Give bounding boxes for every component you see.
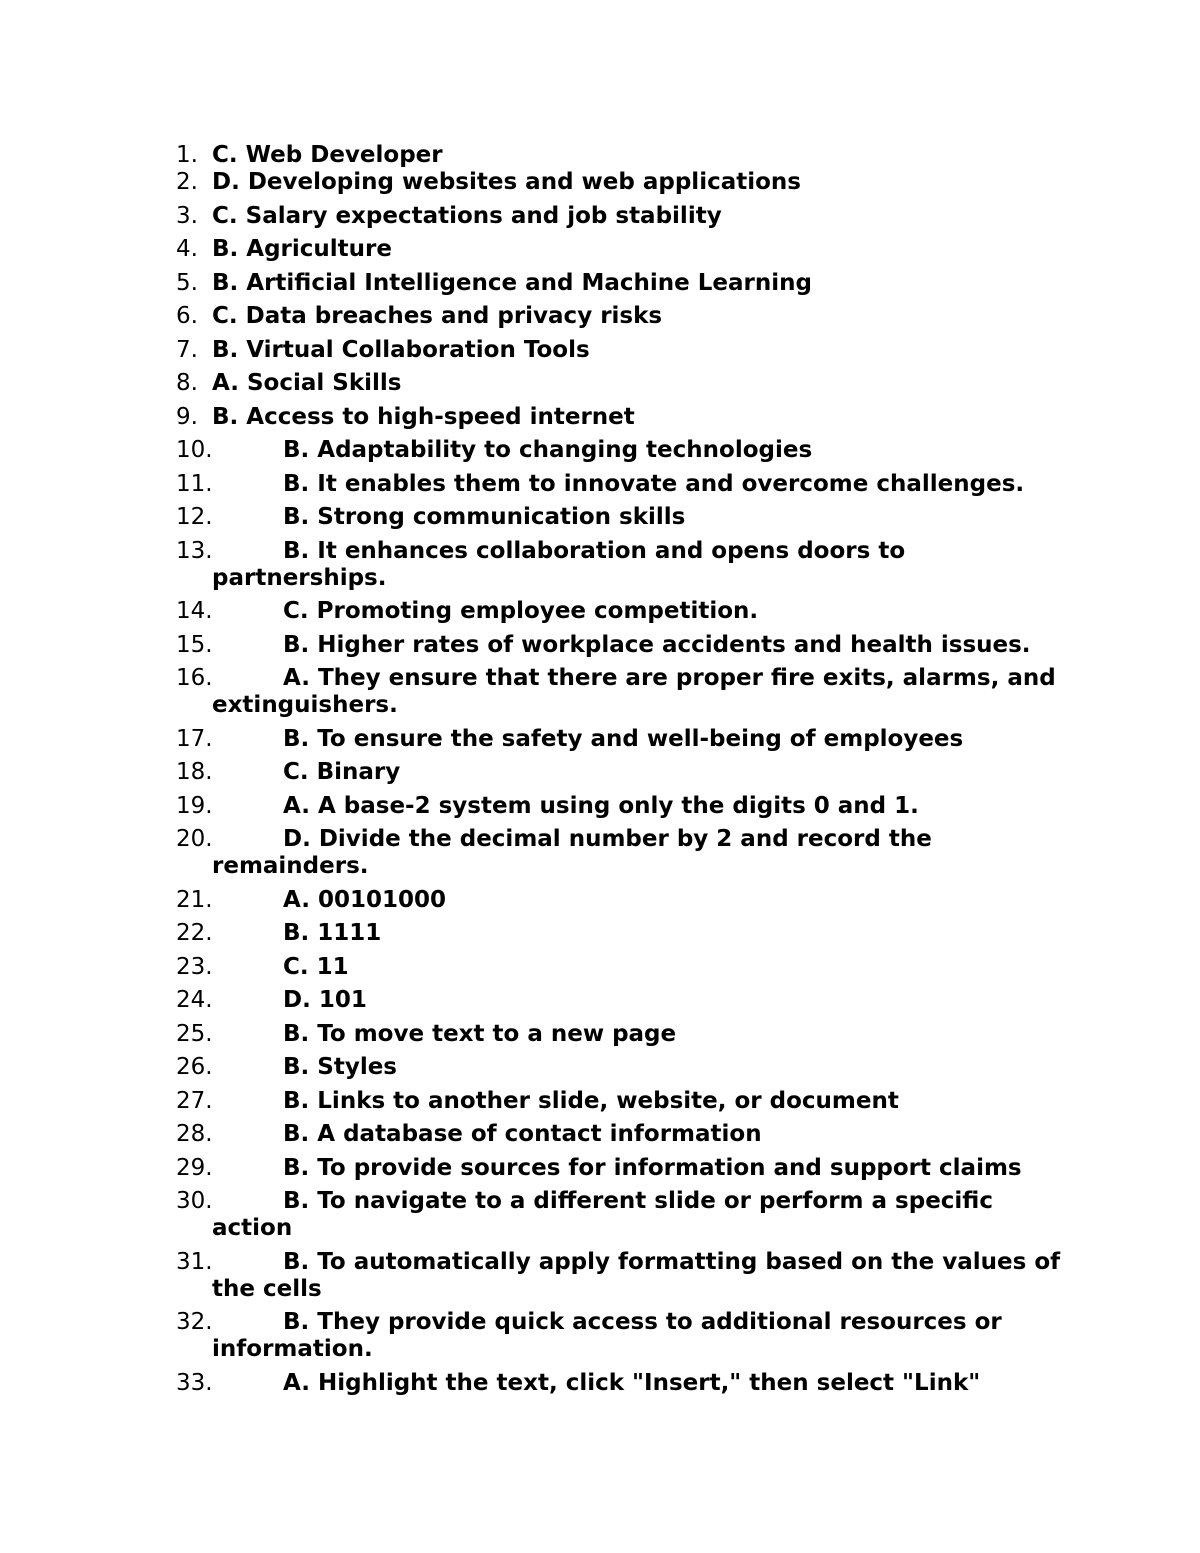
answer-item [176, 1054, 1076, 1081]
answer-item [176, 1309, 1076, 1363]
answer-text: B. Strong communication skills [283, 504, 686, 530]
item-number: 21. [176, 886, 213, 913]
answer-text: A. Social Skills [212, 370, 402, 396]
answer-item [176, 793, 1076, 820]
item-number: 26. [176, 1054, 213, 1080]
item-number: 10. [176, 437, 213, 463]
answer-text-content: D. Divide the decimal number by 2 and record the remainders. [212, 826, 932, 879]
answer-item [176, 1088, 1076, 1115]
item-number: 16. [176, 665, 213, 691]
answer-text-content: B. To navigate to a different slide or perform a specific action [212, 1188, 993, 1241]
answer-item [176, 887, 1076, 914]
item-number: 7. [176, 336, 198, 363]
answer-text: B. Access to high-speed internet [212, 403, 635, 430]
answer-text: A. 00101000 [283, 886, 446, 913]
answer-item [176, 337, 1076, 364]
answer-text: D. Developing websites and web applications [212, 169, 801, 195]
item-number: 17. [176, 725, 213, 752]
answer-item [176, 538, 1076, 592]
answer-text: B. To move text to a new page [283, 1020, 677, 1047]
item-number: 11. [176, 470, 213, 497]
answer-item [176, 632, 1076, 659]
answer-item [176, 954, 1076, 981]
item-number: 5. [176, 269, 198, 296]
item-number: 9. [176, 403, 198, 430]
answer-text [212, 1309, 1002, 1362]
answer-text [212, 1249, 1060, 1302]
answer-item [176, 987, 1076, 1014]
answer-text: B. Artificial Intelligence and Machine Learning [212, 269, 812, 296]
answer-item [176, 142, 1076, 169]
answer-text: B. Adaptability to changing technologies [283, 437, 813, 463]
answer-text: C. Web Developer [212, 142, 443, 168]
answer-text: B. It enables them to innovate and overcome challenges. [283, 470, 1025, 497]
answer-text: B. Styles [283, 1054, 398, 1080]
answer-text [212, 826, 932, 879]
answer-item [176, 920, 1076, 947]
answer-item [176, 370, 1076, 397]
answer-item [176, 303, 1076, 330]
answer-text: A. Highlight the text, click "Insert," then select "Link" [283, 1369, 981, 1396]
answer-text: D. 101 [283, 987, 367, 1013]
item-number: 31. [176, 1248, 213, 1275]
item-number: 33. [176, 1369, 213, 1396]
answer-item [176, 665, 1076, 719]
answer-item [176, 598, 1076, 625]
answer-text [212, 1188, 993, 1241]
answer-key-list [176, 142, 1076, 1403]
answer-item [176, 726, 1076, 753]
answer-item [176, 1121, 1076, 1148]
item-number: 12. [176, 504, 213, 530]
item-number: 2. [176, 169, 198, 195]
answer-item [176, 759, 1076, 786]
answer-text: C. Salary expectations and job stability [212, 202, 722, 229]
item-number: 14. [176, 598, 213, 624]
answer-item [176, 1021, 1076, 1048]
item-number: 22. [176, 920, 213, 946]
answer-item [176, 437, 1076, 464]
answer-text: C. Binary [283, 759, 401, 785]
answer-text-content: B. To automatically apply formatting based on the values of the cells [212, 1248, 1061, 1302]
answer-text-content: B. They provide quick access to additional resources or information. [212, 1309, 1002, 1362]
answer-item [176, 169, 1076, 196]
answer-text [212, 665, 1056, 718]
item-number: 3. [176, 202, 198, 229]
answer-text: C. Data breaches and privacy risks [212, 303, 663, 329]
answer-text-content: B. It enhances collaboration and opens doors to partnerships. [212, 537, 906, 591]
item-number: 29. [176, 1154, 213, 1181]
item-number: 4. [176, 236, 198, 262]
item-number: 30. [176, 1188, 213, 1214]
item-number: 20. [176, 826, 213, 852]
answer-text: B. Links to another slide, website, or document [283, 1087, 899, 1114]
answer-item [176, 270, 1076, 297]
answer-text: A. A base-2 system using only the digits 0 and 1. [283, 792, 919, 819]
answer-item [176, 471, 1076, 498]
answer-item [176, 1155, 1076, 1182]
answer-text: B. Agriculture [212, 236, 392, 262]
answer-item [176, 236, 1076, 263]
answer-text: B. 1111 [283, 920, 382, 946]
answer-text: B. To ensure the safety and well-being of employees [283, 725, 964, 752]
item-number: 23. [176, 953, 213, 980]
item-number: 24. [176, 987, 213, 1013]
answer-text: B. To provide sources for information and support claims [283, 1154, 1022, 1181]
answer-text-content: A. They ensure that there are proper fire exits, alarms, and extinguishers. [212, 665, 1056, 718]
answer-item [176, 1370, 1076, 1397]
item-number: 25. [176, 1020, 213, 1047]
item-number: 6. [176, 303, 198, 329]
item-number: 13. [176, 537, 213, 564]
answer-text: B. A database of contact information [283, 1121, 762, 1147]
answer-item [176, 203, 1076, 230]
item-number: 15. [176, 631, 213, 658]
answer-text: B. Higher rates of workplace accidents and health issues. [283, 631, 1031, 658]
item-number: 27. [176, 1087, 213, 1114]
answer-text: B. Virtual Collaboration Tools [212, 336, 590, 363]
item-number: 19. [176, 792, 213, 819]
answer-item [176, 404, 1076, 431]
item-number: 18. [176, 759, 213, 785]
answer-text: C. 11 [283, 953, 349, 980]
answer-item [176, 826, 1076, 880]
answer-text: C. Promoting employee competition. [283, 598, 759, 624]
item-number: 28. [176, 1121, 213, 1147]
answer-item [176, 1188, 1076, 1242]
answer-item [176, 504, 1076, 531]
answer-item [176, 1249, 1076, 1303]
item-number: 32. [176, 1309, 213, 1335]
item-number: 1. [176, 142, 198, 168]
item-number: 8. [176, 370, 198, 396]
answer-text [212, 538, 905, 591]
